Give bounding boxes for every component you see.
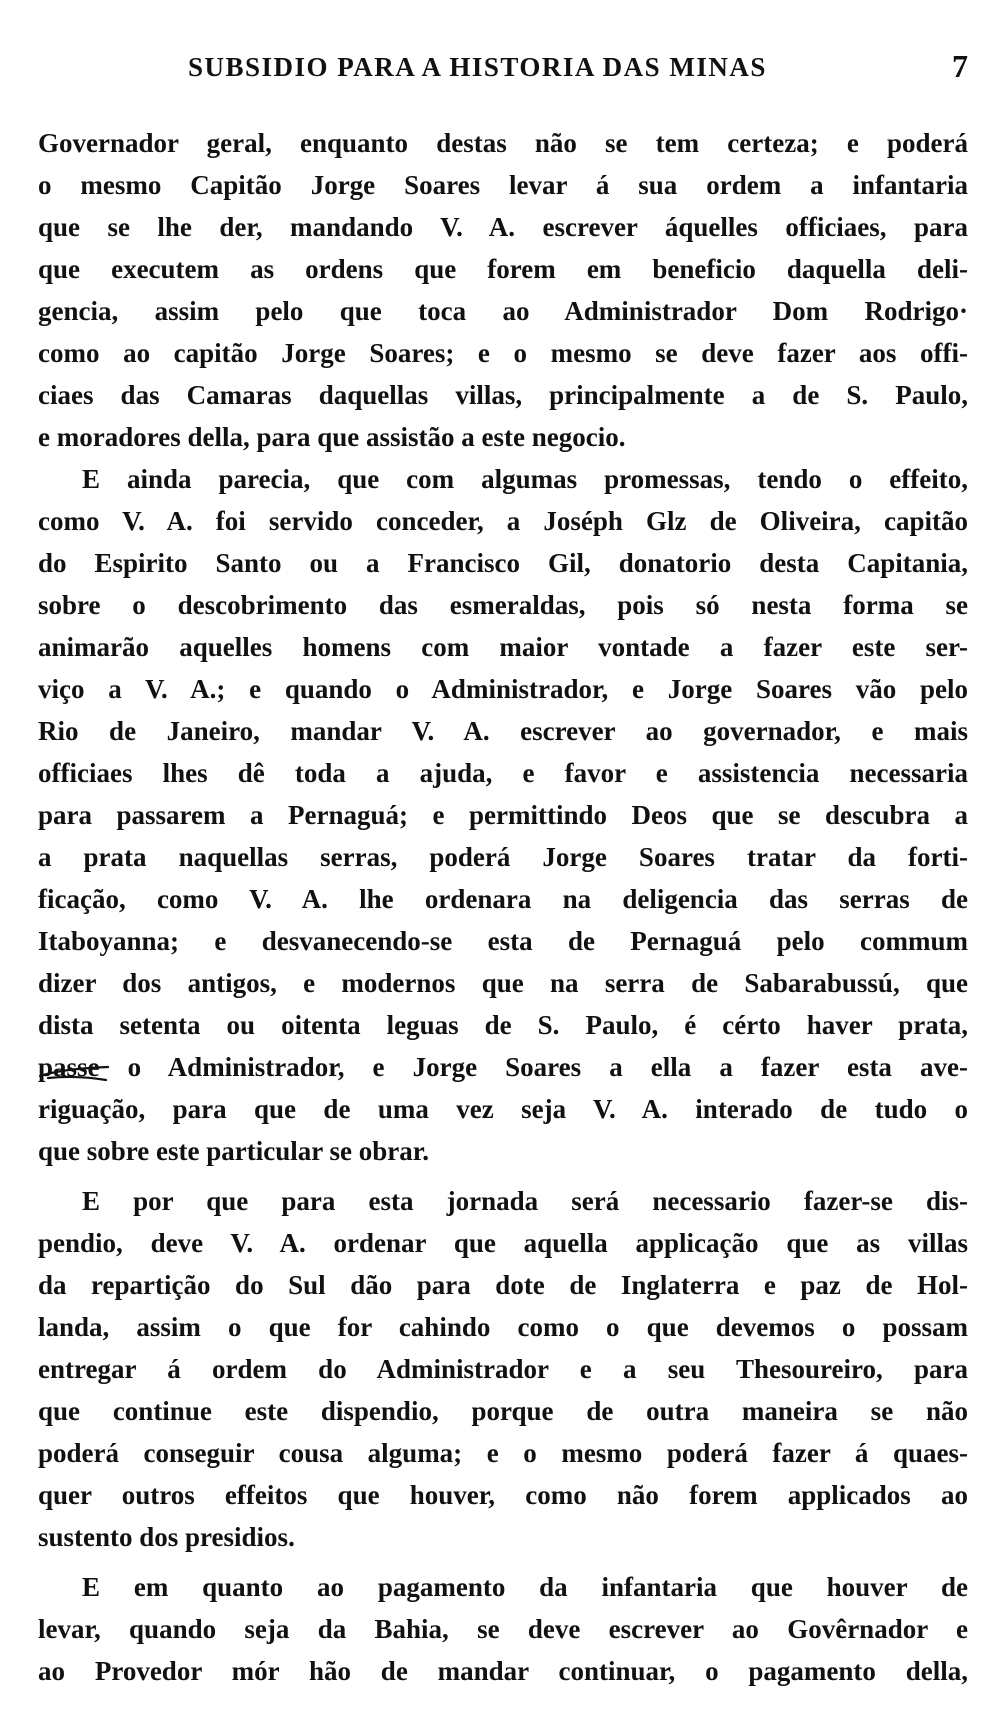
text-line: o mesmo Capitão Jorge Soares levar á sua ordem a infantaria xyxy=(38,170,968,200)
text-line: poderá conseguir cousa alguma; e o mesmo poderá fazer á quaes- xyxy=(38,1438,968,1468)
text-line: que se lhe der, mandando V. A. escrever áquelles officiaes, para xyxy=(38,212,968,242)
text-line: levar, quando seja da Bahia, se deve escrever ao Govêrnador e xyxy=(38,1614,968,1644)
text-line: do Espirito Santo ou a Francisco Gil, donatorio desta Capitania, xyxy=(38,548,968,578)
text-line: dizer dos antigos, e modernos que na serra de Sabarabussú, que xyxy=(38,968,968,998)
text-line: para passarem a Pernaguá; e permittindo Deos que se descubra a xyxy=(38,800,968,830)
text-line: viço a V. A.; e quando o Administrador, e Jorge Soares vão pelo xyxy=(38,674,968,704)
text-line: pendio, deve V. A. ordenar que aquella applicação que as villas xyxy=(38,1228,968,1258)
text-line: E por que para esta jornada será necessario fazer-se dis- xyxy=(82,1186,968,1216)
page-number: 7 xyxy=(952,48,968,84)
text-line: como ao capitão Jorge Soares; e o mesmo se deve fazer aos offi- xyxy=(38,338,968,368)
text-line: Governador geral, enquanto destas não se tem certeza; e poderá xyxy=(38,128,968,158)
paragraph-4 xyxy=(38,1566,968,1692)
text-line: officiaes lhes dê toda a ajuda, e favor e assistencia necessaria xyxy=(38,758,968,788)
paragraph-gap xyxy=(38,1172,968,1180)
text-line: Itaboyanna; e desvanecendo-se esta de Pernaguá pelo commum xyxy=(38,926,968,956)
text-line: ficação, como V. A. lhe ordenara na deligencia das serras de xyxy=(38,884,968,914)
text-line: animarão aquelles homens com maior vontade a fazer este ser- xyxy=(38,632,968,662)
text-line: E em quanto ao pagamento da infantaria que houver de xyxy=(82,1572,968,1602)
text-line: dista setenta ou oitenta leguas de S. Paulo, é cérto haver prata, xyxy=(38,1010,968,1040)
text-line: gencia, assim pelo que toca ao Administrador Dom Rodrigo· xyxy=(38,296,968,326)
handwritten-underline-mark xyxy=(38,1064,110,1082)
text-line: sobre o descobrimento das esmeraldas, pois só nesta forma se xyxy=(38,590,968,620)
text-line: landa, assim o que for cahindo como o que devemos o possam xyxy=(38,1312,968,1342)
paragraph-gap xyxy=(38,1558,968,1566)
text-line: ciaes das Camaras daquellas villas, principalmente a de S. Paulo, xyxy=(38,380,968,410)
text-line: da repartição do Sul dão para dote de Inglaterra e paz de Hol- xyxy=(38,1270,968,1300)
text-line: sustento dos presidios. xyxy=(38,1522,295,1552)
text-line: ao Provedor mór hão de mandar continuar, o pagamento della, xyxy=(38,1656,968,1686)
text-line: entregar á ordem do Administrador e a seu Thesoureiro, para xyxy=(38,1354,968,1384)
body-text xyxy=(38,122,968,1692)
text-line: E ainda parecia, que com algumas promessas, tendo o effeito, xyxy=(82,464,968,494)
text-line: Rio de Janeiro, mandar V. A. escrever ao governador, e mais xyxy=(38,716,968,746)
paragraph-2 xyxy=(38,458,968,1172)
paragraph-1 xyxy=(38,122,968,458)
text-line: a prata naquellas serras, poderá Jorge Soares tratar da forti- xyxy=(38,842,968,872)
paragraph-3 xyxy=(38,1180,968,1558)
text-line: que executem as ordens que forem em beneficio daquella deli- xyxy=(38,254,968,284)
text-line: passe o Administrador, e Jorge Soares a ella a fazer esta ave- xyxy=(38,1052,968,1082)
page-header xyxy=(38,48,968,92)
text-line: riguação, para que de uma vez seja V. A. interado de tudo o xyxy=(38,1094,968,1124)
text-line: que sobre este particular se obrar. xyxy=(38,1136,429,1166)
text-line: como V. A. foi servido conceder, a Joséph Glz de Oliveira, capitão xyxy=(38,506,968,536)
text-line: que continue este dispendio, porque de outra maneira se não xyxy=(38,1396,968,1426)
text-line: e moradores della, para que assistão a este negocio. xyxy=(38,422,626,452)
text-line: quer outros effeitos que houver, como não forem applicados ao xyxy=(38,1480,968,1510)
running-title: SUBSIDIO PARA A HISTORIA DAS MINAS xyxy=(188,52,767,82)
